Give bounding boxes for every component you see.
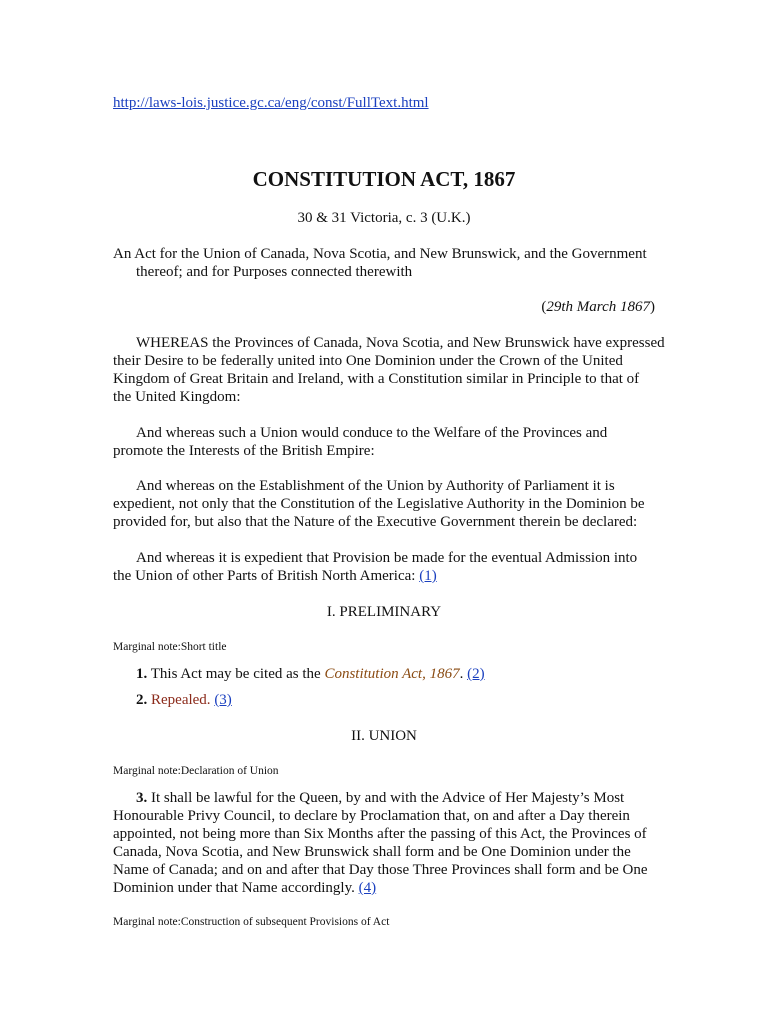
preamble-p3-line-1: And whereas on the Establishment of the Union by Authority of Parliament it is [136,478,615,494]
section-3-line-4: Canada, Nova Scotia, and New Brunswick shall form and be One Dominion under the [113,844,631,860]
act-citation: 30 & 31 Victoria, c. 3 (U.K.) [297,210,471,226]
act-short-title: Constitution Act, 1867 [324,666,460,682]
assent-date: (29th March 1867) [541,299,655,315]
section-2 [136,691,232,709]
section-3-line-2: Honourable Privy Council, to declare by Proclamation that, on and after a Day therein [113,808,630,824]
source-url-link[interactable]: http://laws-lois.justice.gc.ca/eng/const/FullText.html [113,95,429,111]
repealed-text: Repealed. [151,692,211,708]
footnote-1-link[interactable]: (1) [419,568,437,584]
section-1-number: 1. [136,666,148,682]
long-title-line-1: An Act for the Union of Canada, Nova Scotia, and New Brunswick, and the Government [113,246,647,262]
preamble-p2-line-1: And whereas such a Union would conduce to the Welfare of the Provinces and [136,425,608,441]
marginal-note-declaration: Marginal note:Declaration of Union [113,765,279,777]
section-3-line-5: Name of Canada; and on and after that Day those Three Provinces shall form and be One [113,862,648,878]
marginal-note-construction: Marginal note:Construction of subsequent Provisions of Act [113,916,390,928]
section-3-line-6: Dominion under that Name accordingly. (4) [113,880,377,896]
section-2-number: 2. [136,692,148,708]
preamble-p1-line-3: Kingdom of Great Britain and Ireland, with a Constitution similar in Principle to that of [113,371,640,387]
part-2-heading: II. UNION [351,728,417,744]
preamble-p1-line-2: their Desire to be federally united into One Dominion under the Crown of the United [113,353,623,369]
assent-date-text: 29th March 1867 [546,299,650,315]
section-3-number: 3. [136,790,148,806]
footnote-3-link[interactable]: (3) [214,692,232,708]
preamble-p3-line-2: expedient, not only that the Constitution of the Legislative Authority in the Dominion be [113,496,645,512]
section-1: 1. This Act may be cited as the Constitution Act, 1867. (2) [136,666,485,682]
preamble-p3-line-3: provided for, but also that the Nature of the Executive Government therein be declared: [113,514,638,530]
footnote-2-link[interactable]: (2) [467,666,485,682]
marginal-note-short-title: Marginal note:Short title [113,641,227,653]
part-1-heading: I. PRELIMINARY [326,604,442,620]
section-3-line-1: 3. It shall be lawful for the Queen, by and with the Advice of Her Majesty’s Most [136,790,625,806]
preamble-p4-line-2: the Union of other Parts of British North America: (1) [113,568,437,584]
preamble-p1-line-4: the United Kingdom: [113,389,241,405]
footnote-4-link[interactable]: (4) [358,880,377,896]
preamble-p4-line-1: And whereas it is expedient that Provision be made for the eventual Admission into [136,550,638,566]
long-title-line-2: thereof; and for Purposes connected therewith [136,264,413,280]
preamble-p2-line-2: promote the Interests of the British Empire: [113,443,375,459]
document-title: CONSTITUTION ACT, 1867 [252,167,516,191]
preamble-p1-line-1: WHEREAS the Provinces of Canada, Nova Scotia, and New Brunswick have expressed [136,335,665,351]
section-3-line-3: appointed, not being more than Six Months after the passing of this Act, the Provinces of [113,826,647,842]
